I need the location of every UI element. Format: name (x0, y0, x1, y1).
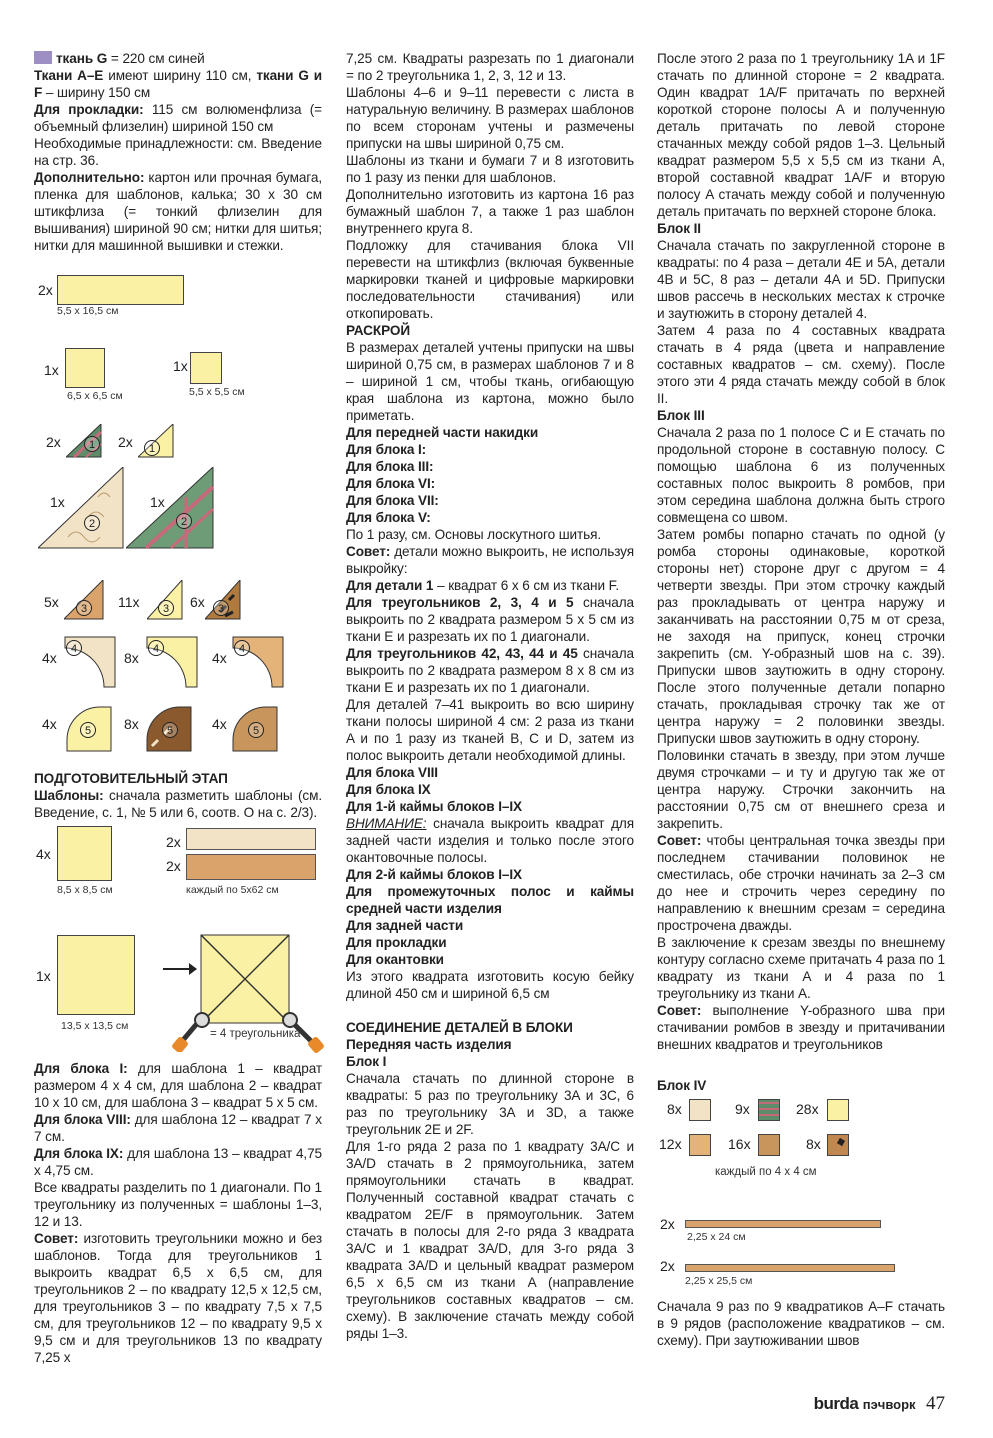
cut-heading: РАСКРОЙ (346, 323, 410, 338)
swatch-print (689, 1099, 711, 1121)
tri-text: Для треугольников 2, 3, 4 и 5 сначала выкроить по 2 квадрата размером 5 x 5 см из ткани E и разрезать их по 1 диагонали. (346, 595, 634, 644)
fig-caption: 2,25 x 24 см (687, 1231, 746, 1243)
part1-text: Для детали 1 – квадрат 6 x 6 см из ткани F. (346, 578, 619, 593)
paragraph: Шаблоны из ткани и бумаги 7 и 8 изготовить по 1 разу из пенки для шаблонов. (346, 153, 634, 185)
piece-number: 1 (144, 440, 160, 456)
piece-number: 4 (66, 640, 82, 656)
strip-2-25x25-5 (685, 1264, 895, 1272)
fig-label: 2x (38, 282, 53, 298)
subheading: Для прокладки (346, 935, 447, 950)
fabric-g-swatch (34, 51, 52, 64)
fig-label: 16x (728, 1136, 751, 1152)
prep-section (34, 770, 322, 821)
advice-text: Совет: чтобы центральная точка звезды при последнем стачивании половинок не сместилась, обе строчки начинать за 2–3 см до нее и строчить через середину по направлению к внешним срезам = середина прострочена дважды. (657, 833, 945, 933)
page-number: 47 (926, 1393, 945, 1414)
fig-label: 4x (212, 650, 227, 666)
triangle-2-print (38, 467, 124, 549)
fig-label: 12x (659, 1136, 682, 1152)
square-8-5 (57, 826, 112, 881)
join-heading: СОЕДИНЕНИЕ ДЕТАЛЕЙ В БЛОКИ (346, 1020, 573, 1035)
subheading: Для блока I: (346, 442, 427, 457)
padding-text: Для прокладки: 115 см волюменфлиза (= объемный флизелин) шириной 150 см (34, 102, 322, 134)
strip-brown (186, 854, 316, 880)
subheading: Передняя часть изделия (346, 1037, 512, 1052)
block9-text: Для блока IX: для шаблона 13 – квадрат 4,75 x 4,75 см. (34, 1146, 322, 1178)
subheading: Блок III (657, 408, 705, 423)
subheading: Блок IV (657, 1078, 707, 1093)
paragraph: Дополнительно изготовить из картона 16 раз бумажный шаблон 7, а также 1 раз шаблон внутреннего круга 8. (346, 187, 634, 236)
column-1-bottom (34, 1060, 322, 1366)
brand-subtitle: пэчворк (862, 1397, 916, 1412)
paragraph: После этого 2 раза по 1 треугольнику 1A и 1F стачать по длинной стороне = 2 квадрата. Один квадрат 1A/F притачать по верхней короткой стороне полосы A и полученную деталь притачать по левой стороне стачанных между собой рядов 1–3. Цельный квадрат размером 5,5 x 5,5 см из ткани A, второй составной квадрат 1A/F и вторую полосу A стачать между собой и полученную деталь притачать по верхней стороне блока. (657, 51, 945, 219)
fig-label: 1x (173, 358, 188, 374)
paragraph: Шаблоны 4–6 и 9–11 перевести с листа в натуральную величину. В размерах шаблонов по всем сторонам учтены и размечены припуски на швы шириной 0,75 см. (346, 85, 634, 151)
paragraph: Сначала 2 раза по 1 полосе C и E стачать по продольной стороне в составную полосу. С помощью шаблона 6 из полученных составных полос выкроить 8 ромбов, при этом середина шаблона должна быть строго совмещена со швом. (657, 425, 945, 525)
advice-text: Совет: детали можно выкроить, не используя выкройку: (346, 544, 634, 576)
fig-label: 1x (150, 494, 165, 510)
piece-number: 3 (158, 600, 174, 616)
paragraph: Половинки стачать в звезду, при этом лучше двумя строчками – и ту и другую так же от центра наружу. Строчки закончить на расстоянии 0,75 см от внешнего среза и закрепить. (657, 748, 945, 831)
column-3 (657, 50, 945, 1053)
fig-label: 4x (42, 716, 57, 732)
footer-brand (814, 1393, 945, 1415)
piece-number: 5 (80, 722, 96, 738)
fig-label: 8x (667, 1101, 682, 1117)
fig-label: 4x (42, 650, 57, 666)
paragraph: Сначала 9 раз по 9 квадратиков A–F стачать в 9 рядов (расположение квадратиков – см. схему). При заутюживании швов (657, 1299, 945, 1348)
prep-heading: ПОДГОТОВИТЕЛЬНЫЙ ЭТАП (34, 771, 228, 786)
fig-label: 9x (735, 1101, 750, 1117)
templates-text: Шаблоны: сначала разметить шаблоны (см. Введение, с. 1, № 5 или 6, соотв. О на с. 2/3). (34, 788, 322, 820)
square-5-5 (190, 352, 222, 384)
piece-number: 3 (213, 600, 229, 616)
fig-caption: 5,5 x 16,5 см (57, 305, 119, 317)
paragraph: Сначала стачать по закругленной стороне в квадраты: по 4 раза – детали 4E и 5A, детали 4B и 5C, 8 раз – детали 4A и 5D. Припуски швов рассечь в нескольких местах к строчке и заутюжить в сторону деталей 4. (657, 238, 945, 321)
fig-label: 2x (46, 434, 61, 450)
swatch-plaid (758, 1099, 780, 1121)
piece-number: 5 (248, 722, 264, 738)
fig-label: 1x (36, 968, 51, 984)
column-2 (346, 50, 634, 1342)
subheading: Для блока VII: (346, 493, 439, 508)
fig-label: 11x (118, 594, 140, 610)
cut-diag-text: Все квадраты разделить по 1 диагонали. По 1 треугольнику из полученных = шаблоны 1–3, 12 и 13. (34, 1180, 322, 1229)
swatch-brown (758, 1134, 780, 1156)
piece-number: 1 (84, 436, 100, 452)
column-1 (34, 50, 322, 254)
fig-label: 2x (118, 434, 133, 450)
subheading: Для блока III: (346, 459, 434, 474)
strip-2-25x24 (685, 1220, 881, 1228)
column-3-bottom (657, 1298, 945, 1349)
subheading: Для 1-й каймы блоков I–IX (346, 799, 522, 814)
arrow-icon (163, 962, 197, 976)
piece-number: 2 (176, 513, 192, 529)
fabric-widths: Ткани A–E имеют ширину 110 см, ткани G и F – ширину 150 см (34, 68, 322, 100)
paragraph: Подложку для стачивания блока VII перевести на штикфлиз (включая буквенные маркировки тканей и цифровые маркировки последовательности стачивания) или откопировать. (346, 238, 634, 321)
fig-caption: = 4 треугольника (210, 1028, 301, 1040)
fig-label: 8x (124, 716, 139, 732)
block1-text: Для блока I: для шаблона 1 – квадрат размером 4 x 4 см, для шаблона 2 – квадрат 10 x 10 см, для шаблона 3 – квадрат 5 x 5 см. (34, 1061, 322, 1110)
brand-logo: burda (813, 1394, 859, 1413)
paragraph: Из этого квадрата изготовить косую бейку длиной 450 см и шириной 6,5 см (346, 969, 634, 1001)
paragraph: Для 1-го ряда 2 раза по 1 квадрату 3A/C и 3A/D стачать в 2 прямоугольника, затем прямоугольники стачать в квадрат. Полученный составной квадрат стачать с квадратом 2E/F в прямоугольник. Затем стачать в полосы для 2-го ряда 3 квадрата 3A/C и 1 квадрат 3A/D, для 3-го ряда 3 квадрата 3A/D и цельный квадрат размером 6,5 x 6,5 см из ткани A (направление треугольников составных квадратов – см. схему). В заключение стачать между собой ряды 1–3. (346, 1139, 634, 1341)
fig-caption: 2,25 x 25,5 см (685, 1275, 753, 1287)
fig-caption: 8,5 x 8,5 см (57, 884, 113, 896)
strip-print (186, 828, 316, 850)
fig-caption: каждый по 5x62 см (186, 884, 279, 896)
fig-caption: каждый по 4 x 4 см (715, 1166, 817, 1178)
paragraph: Сначала стачать по длинной стороне в квадраты: 5 раз по треугольнику 3A и 3C, 6 раз по треугольнику 3A и 3D, а также треугольник 2E и 2F. (346, 1071, 634, 1137)
fig-label: 5x (44, 594, 59, 610)
fig-label: 28x (796, 1101, 819, 1117)
fig-label: 4x (212, 716, 227, 732)
block8-text: Для блока VIII: для шаблона 12 – квадрат 7 x 7 см. (34, 1112, 322, 1144)
subheading: Блок II (657, 221, 701, 236)
advice-text: Совет: выполнение Y-образного шва при стачивании ромбов в звезду и притачивании внешних квадратов и треугольников (657, 1003, 945, 1052)
fabric-g-line: ткань G = 220 см синей (34, 50, 322, 67)
square-13-5 (57, 935, 135, 1015)
subheading: Для окантовки (346, 952, 444, 967)
fig-caption: 5,5 x 5,5 см (189, 386, 245, 398)
block4-heading (657, 1077, 945, 1094)
swatch-yellow (827, 1099, 849, 1121)
piece-number: 3 (76, 600, 92, 616)
subheading: Для блока V: (346, 510, 431, 525)
subheading: Для 2-й каймы блоков I–IX (346, 867, 522, 882)
paragraph: 7,25 см. Квадраты разрезать по 1 диагонали = по 2 треугольника 1, 2, 3, 12 и 13. (346, 51, 634, 83)
triangle-2-plaid (126, 467, 214, 549)
subheading: Для задней части (346, 918, 464, 933)
subheading: Блок I (346, 1054, 387, 1069)
attention-text: ВНИМАНИЕ: сначала выкроить квадрат для задней части изделия и только после этого окантовочные полосы. (346, 816, 634, 865)
fig-label: 2x (166, 834, 181, 850)
necessary-text: Необходимые принадлежности: см. Введение на стр. 36. (34, 136, 322, 168)
fig-caption: 13,5 x 13,5 см (61, 1020, 129, 1032)
paragraph: В заключение к срезам звезды по внешнему контуру согласно схеме притачать 4 раза по 1 квадрату из ткани A и 4 раза по 1 треугольнику из ткани A. (657, 935, 945, 1001)
fig-label: 8x (806, 1136, 821, 1152)
paragraph: Затем ромбы попарно стачать по одной (у ромба стороны одинаковые, короткой стороны нет) стороне друг с другом = 4 четверти звезды. При этом строчку каждый раз прокладывать от центра наружу и заканчивать на расстоянии 0,75 м от среза, не заходя на припуск, конец строчки закрепить (см. Y-образный шов на с. 39). Припуски швов заутюжить в одну сторону. После этого полученные детали попарно стачать, прокладывая строчку так же от центра наружу = 2 половинки звезды. Припуски швов заутюжить в одну сторону. (657, 527, 945, 746)
swatch-dark (827, 1134, 849, 1156)
advice-text: Совет: изготовить треугольники можно и без шаблонов. Тогда для треугольников 1 выкроить квадрат 6,5 x 6,5 см, для треугольников 2 – по квадрату 12,5 x 12,5 см, для треугольников 3 – по квадрату 7,5 x 7,5 см, для треугольников 12 – по квадрату 9,5 x 9,5 см и для треугольников 13 по квадрату 7,25 x (34, 1231, 322, 1365)
rect-5-5x16-5 (57, 275, 184, 305)
fig-label: 2x (660, 1216, 675, 1232)
subheading: Для блока VI: (346, 476, 436, 491)
fig-label: 2x (660, 1258, 675, 1274)
extra-text: Дополнительно: картон или прочная бумага, пленка для шаблонов, калька; 30 x 30 см штикфлиза (= тонкий флизелин для вышивания) шириной 90 см; нитки для шитья; нитки для машинной вышивки и стежки. (34, 170, 322, 253)
rotary-cutter-icon (172, 1012, 212, 1052)
piece-number: 5 (162, 722, 178, 738)
fig-label: 6x (190, 594, 205, 610)
fig-label: 4x (36, 846, 51, 862)
subheading: Для блока VIII (346, 765, 438, 780)
fig-label: 1x (50, 494, 65, 510)
subheading: Для блока IX (346, 782, 431, 797)
fig-label: 1x (44, 362, 59, 378)
swatch-wood (689, 1134, 711, 1156)
piece-number: 4 (148, 640, 164, 656)
fig-caption: 6,5 x 6,5 см (67, 390, 123, 402)
paragraph: В размерах деталей учтены припуски на швы шириной 0,75 см, в размерах шаблонов 7 и 8 – шириной 1 см, чтобы ткань, огибающую края шаблона из картона, можно было приметать. (346, 340, 634, 423)
tri42-text: Для треугольников 42, 43, 44 и 45 сначала выкроить по 2 квадрата размером 8 x 8 см из ткани E и разрезать их по 1 диагонали. (346, 646, 634, 695)
subheading: Для передней части накидки (346, 425, 539, 440)
cut-square-diagram (200, 934, 290, 1024)
fig-label: 2x (166, 858, 181, 874)
square-6-5 (65, 348, 105, 388)
paragraph: Затем 4 раза по 4 составных квадрата стачать в 4 ряда (цвета и направление составных квадратов – см. схему). После этого эти 4 ряда стачать между собой в блок II. (657, 323, 945, 406)
subheading: Для промежуточных полос и каймы средней части изделия (346, 884, 634, 916)
paragraph: По 1 разу, см. Основы лоскутного шитья. (346, 527, 602, 542)
piece-number: 4 (234, 640, 250, 656)
paragraph: Для деталей 7–41 выкроить во всю ширину ткани полосы шириной 4 см: 2 раза из ткани A и по 1 разу из тканей B, C и D, затем из полос выкроить детали необходимой длины. (346, 697, 634, 763)
fig-label: 8x (124, 650, 139, 666)
piece-number: 2 (84, 515, 100, 531)
